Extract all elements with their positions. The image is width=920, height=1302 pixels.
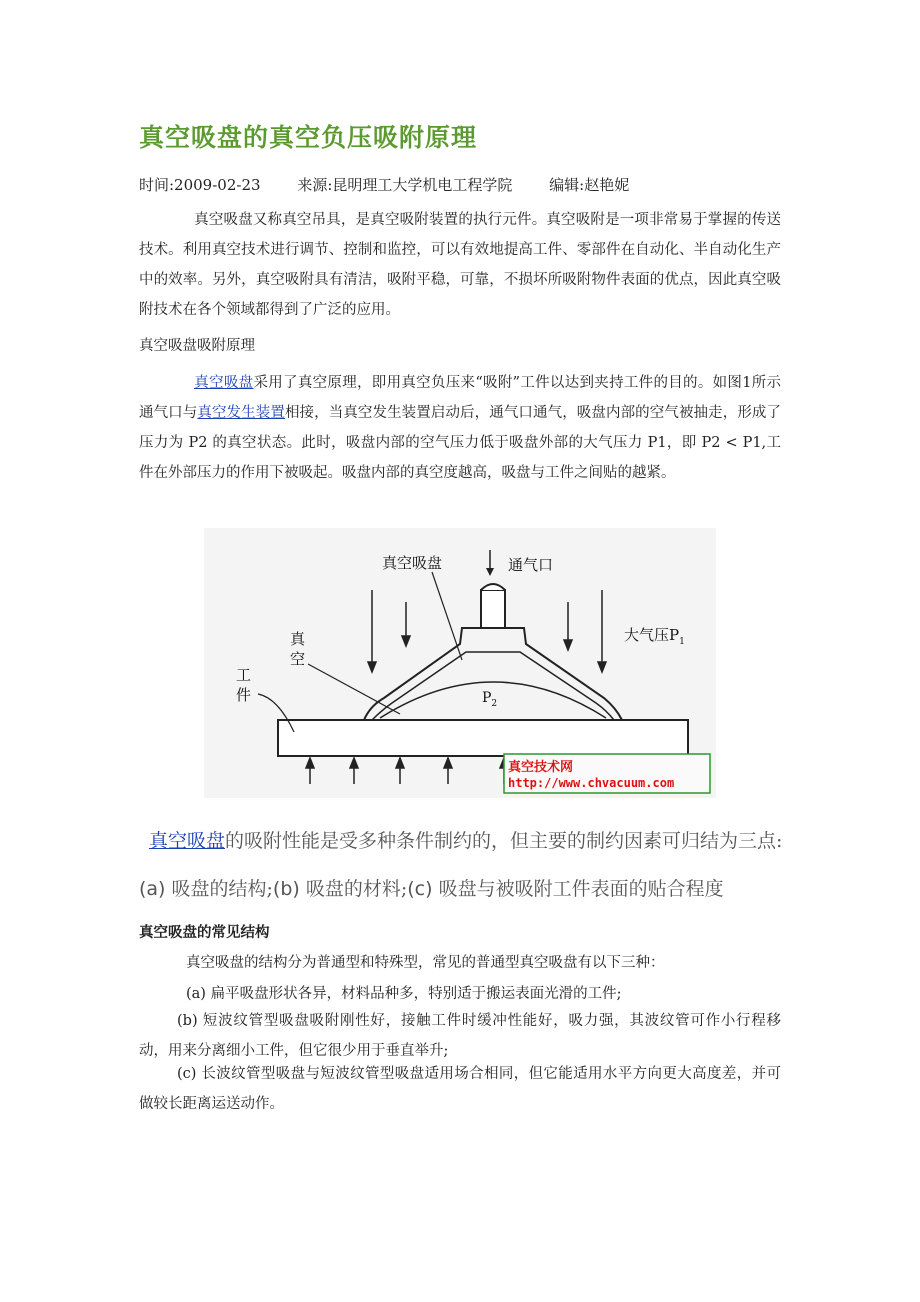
factors-list — [139, 874, 724, 901]
vacuum-cup-diagram — [204, 528, 716, 798]
principle-text-1: 采用了真空原理，即用真空负压来“吸附”工件以达到夹持工件的目的。如图1所示 通气口与 — [139, 375, 781, 421]
structure-heading: 真空吸盘的常见结构 — [139, 924, 270, 941]
watermark-url: http://www.chvacuum.com — [508, 776, 675, 790]
factor-b: 吸盘的材料; — [305, 878, 408, 900]
principle-heading: 真空吸盘吸附原理 — [139, 338, 255, 354]
factors-intro-text: 的吸附性能是受多种条件制约的，但主要的制约因素可归结为三点: — [225, 830, 783, 852]
principle-text-2: 相接，当真空发生装置启动后，通气口通气，吸盘内部的空气被抽走，形成了压力为 P2 的真空状态。此时，吸盘内部的空气压力低于吸盘外部的大气压力 P1，即 P2 < P1,工件在外部压力的作用下被吸起。吸盘内部的真空度越高，吸盘与工件之间贴的越紧。 — [139, 405, 782, 481]
air-port — [481, 590, 505, 628]
article-source: 来源:昆明理工大学机电工程学院 — [297, 176, 513, 194]
vacuum-cup-link-2[interactable]: 真空吸盘 — [149, 830, 226, 852]
label-air-port: 通气口 — [508, 556, 554, 574]
label-p2: $P_2$ — [482, 690, 498, 709]
factor-c: 吸盘与被吸附工件表面的贴合程度 — [438, 878, 724, 900]
label-workpiece-2: 件 — [236, 686, 252, 704]
factor-a-tag: (a) — [139, 878, 166, 900]
watermark-cn: 真空技术网 — [508, 760, 574, 775]
factor-c-tag: (c) — [407, 878, 433, 900]
label-vacuum-2: 空 — [290, 650, 306, 668]
factor-a: 吸盘的结构; — [171, 878, 273, 900]
label-atmosphere: 大气压$P_1$ — [624, 626, 685, 647]
principle-paragraph — [139, 368, 781, 488]
factor-b-tag: (b) — [272, 878, 300, 900]
vacuum-cup-link[interactable]: 真空吸盘 — [194, 375, 254, 391]
suction-cup-inner — [372, 652, 614, 720]
intro-paragraph — [139, 205, 781, 325]
page-title: 真空吸盘的真空负压吸附原理 — [139, 123, 478, 152]
article-meta — [139, 174, 661, 195]
factors-intro — [149, 826, 782, 853]
vacuum-generator-link[interactable]: 真空发生装置 — [197, 405, 285, 421]
intro-text: 真空吸盘又称真空吊具，是真空吸附装置的执行元件。真空吸附是一项非常易于掌握的传送技术。利用真空技术进行调节、控制和监控，可以有效地提高工件、零部件在自动化、半自动化生产中的效率。另外，真空吸附具有清洁，吸附平稳，可靠，不损坏所吸附物件表面的优点，因此真空吸附技术在各个领域都得到了广泛的应用。 — [139, 212, 781, 318]
structure-intro: 真空吸盘的结构分为普通型和特殊型，常见的普通型真空吸盘有以下三种： — [186, 955, 665, 971]
workpiece-plate — [278, 720, 688, 756]
type-b: (b) 短波纹管型吸盘吸附刚性好，接触工件时缓冲性能好，吸力强，其波纹管可作小行程移动，用来分离细小工件，但它很少用于垂直举升; — [139, 1013, 781, 1059]
label-vacuum-1: 真 — [290, 630, 306, 648]
label-vacuum-cup: 真空吸盘 — [382, 554, 443, 572]
type-c: (c) 长波纹管型吸盘与短波纹管型吸盘适用场合相同，但它能适用水平方向更大高度差，并可做较长距离运送动作。 — [139, 1066, 781, 1112]
publish-time: 时间:2009-02-23 — [139, 176, 261, 194]
label-workpiece-1: 工 — [236, 666, 252, 684]
type-a: (a) 扁平吸盘形状各异，材料品种多，特别适于搬运表面光滑的工件; — [186, 986, 622, 1002]
air-port-top — [481, 584, 505, 590]
article-editor: 编辑:赵艳妮 — [549, 176, 630, 194]
